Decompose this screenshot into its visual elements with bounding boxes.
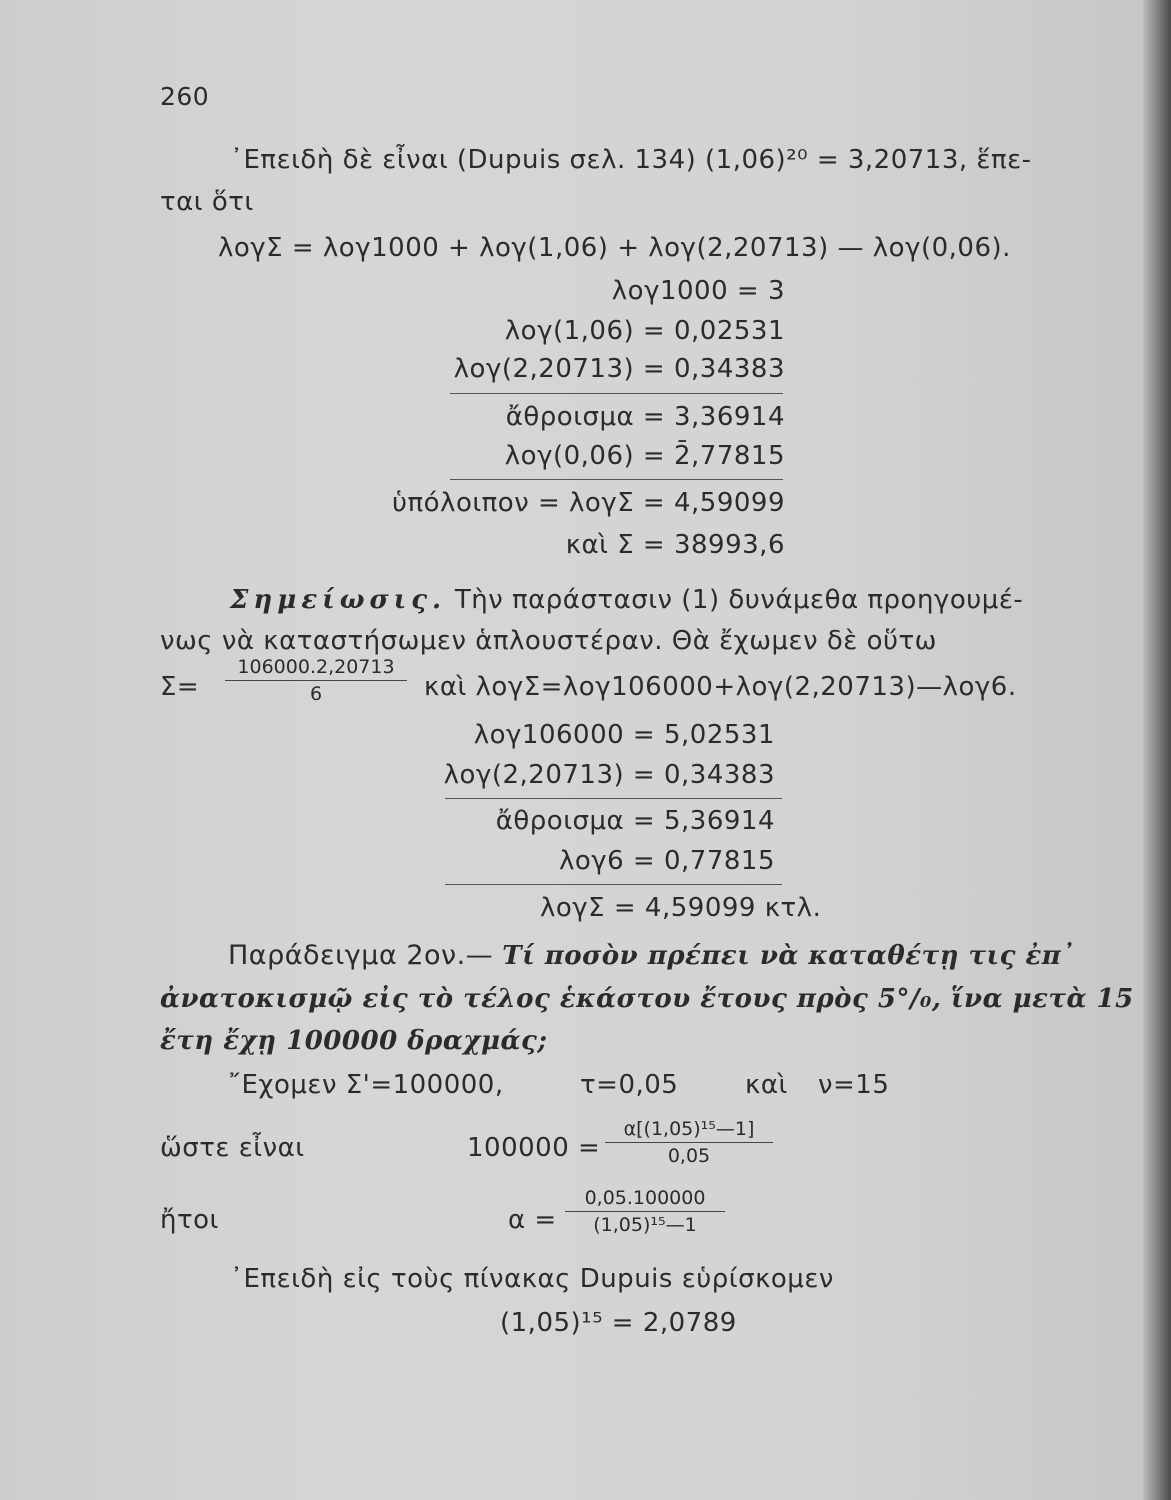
itoi-fraction-denominator: (1,05)¹⁵—1 [593,1214,697,1236]
note-log-equation: καὶ λογΣ=λογ106000+λογ(2,20713)—λογ6. [424,672,1017,702]
page-number: 260 [160,82,210,111]
fraction-bar [565,1211,725,1212]
itoi-left: α = [508,1205,557,1235]
sigma-fraction [225,656,407,705]
calc1-row-1: λογ1000 = 3 [611,276,785,306]
ste-label: ὥστε εἶναι [160,1133,305,1163]
given-kai: καὶ [745,1070,788,1100]
ste-fraction-numerator: α[(1,05)¹⁵—1] [623,1118,755,1140]
sigma-equals: Σ= [160,672,200,702]
note-line-2: νως νὰ καταστήσωμεν ἁπλουστέραν. Θὰ ἔχωμεν δὲ οὕτω [160,626,937,656]
calc1-row-4: ἄθροισμα = 3,36914 [505,402,785,432]
calc1-row-6: ὑπόλοιπον = λογΣ = 4,59099 [391,488,785,518]
sigma-fraction-numerator: 106000.2,20713 [237,656,395,678]
note-label: Σημείωσις. [230,585,447,615]
ste-left: 100000 = [467,1133,601,1163]
given-sigma: ῎Εχομεν Σ'=100000, [228,1070,504,1100]
example-question-3: ἔτη ἔχῃ 100000 δραχμάς; [160,1026,548,1056]
itoi-label: ἤτοι [160,1205,219,1235]
log-equation: λογΣ = λογ1000 + λογ(1,06) + λογ(2,20713) — λογ(0,06). [218,233,1011,263]
itoi-fraction [565,1187,725,1236]
final-equation: (1,05)¹⁵ = 2,0789 [500,1308,737,1338]
example-label: Παράδειγμα 2ον.— [228,940,494,971]
given-tau: τ=0,05 [580,1070,679,1100]
example-question-2: ἀνατοκισμῷ εἰς τὸ τέλος ἑκάστου ἔτους πρὸς 5°/₀, ἵνα μετὰ 15 [160,984,1134,1014]
calc1-row-5: λογ(0,06) = 2̄,77815 [504,441,785,471]
fraction-bar [225,680,407,681]
example-line-1 [228,940,1075,971]
sum-rule-2 [445,798,782,799]
intro-line-1: ᾿Επειδὴ δὲ εἶναι (Dupuis σελ. 134) (1,06)²⁰ = 3,20713, ἕπε- [230,145,1032,175]
difference-rule-2 [445,884,782,885]
calc2-row-3: ἄθροισμα = 5,36914 [495,806,775,836]
calc1-row-2: λογ(1,06) = 0,02531 [504,316,785,346]
calc1-row-7: καὶ Σ = 38993,6 [565,530,785,560]
given-nu: ν=15 [818,1070,890,1100]
page-edge-shadow [1143,0,1171,1500]
calc2-row-4: λογ6 = 0,77815 [558,846,775,876]
intro-line-2: ται ὅτι [160,187,254,217]
calc2-row-2: λογ(2,20713) = 0,34383 [443,760,775,790]
calc2-row-5: λογΣ = 4,59099 κτλ. [540,893,822,923]
note-line-1-text: Τὴν παράστασιν (1) δυνάμεθα προηγουμέ- [446,585,1024,615]
fraction-bar [605,1142,773,1143]
sum-rule [450,393,783,394]
final-line: ᾿Επειδὴ εἰς τοὺς πίνακας Dupuis εὑρίσκομεν [230,1264,834,1294]
calc1-row-3: λογ(2,20713) = 0,34383 [453,354,785,384]
difference-rule [450,479,783,480]
itoi-fraction-numerator: 0,05.100000 [584,1187,706,1209]
sigma-fraction-denominator: 6 [309,683,323,705]
calc2-row-1: λογ106000 = 5,02531 [473,720,775,750]
ste-fraction [605,1118,773,1167]
ste-fraction-denominator: 0,05 [667,1145,711,1167]
note-line-1 [230,585,1023,615]
example-question-1: Τί ποσὸν πρέπει νὰ καταθέτῃ τις ἐπ᾿ [502,941,1075,971]
